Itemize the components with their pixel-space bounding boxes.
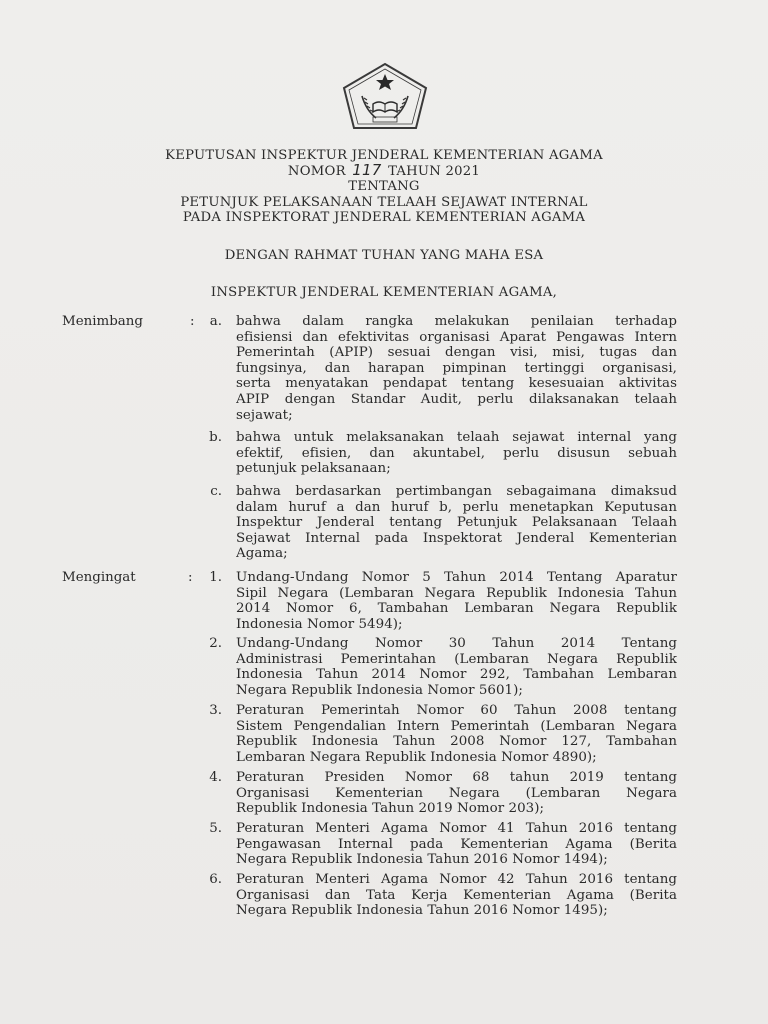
text-line: Administrasi Pemerintahan (Lembaran Negara Republik [236,651,677,667]
text-line: bahwa untuk melaksanakan telaah sejawat internal yang [236,430,677,445]
text-line: efektif, efisien, dan akuntabel, perlu disusun sebuah [236,445,677,461]
text-line: Sipil Negara (Lembaran Negara Republik Indonesia Tahun [236,585,677,601]
authority-line: INSPEKTUR JENDERAL KEMENTERIAN AGAMA, [210,285,558,300]
text-line: Undang-Undang Nomor 30 Tahun 2014 Tentang [236,636,677,651]
text-line: bahwa berdasarkan pertimbangan sebagaimana dimaksud [236,484,677,499]
item-text [236,821,677,868]
text-line: Negara Republik Indonesia Nomor 5601); [236,682,523,698]
text-line: Indonesia Tahun 2014 Nomor 292, Tambahan Lembaran [236,667,677,683]
text-line: Negara Republik Indonesia Tahun 2016 Nomor 1495); [236,903,608,919]
item-marker: 1. [209,570,222,585]
item-text [236,570,677,632]
text-line: Inspektur Jenderal tentang Petunjuk Pelaksanaan Telaah [236,515,677,531]
text-line: Negara Republik Indonesia Tahun 2016 Nomor 1494); [236,852,608,868]
item-marker: a. [209,314,222,329]
text-line: Lembaran Negara Republik Indonesia Nomor 4890); [236,749,597,765]
section-colon: : [190,314,195,329]
text-line: Peraturan Pemerintah Nomor 60 Tahun 2008 tentang [236,703,677,718]
item-marker: 2. [209,636,222,651]
blessing-line: DENGAN RAHMAT TUHAN YANG MAHA ESA [224,248,544,263]
section-label: Mengingat [62,570,136,585]
item-marker: 3. [209,703,222,718]
section-label: Menimbang [62,314,143,329]
text-line: petunjuk pelaksanaan; [236,461,391,477]
nomor-prefix: NOMOR [287,164,346,180]
subject-line: PETUNJUK PELAKSANAAN TELAAH SEJAWAT INTERNAL [180,194,588,210]
text-line: dalam huruf a dan huruf b, perlu menetapkan Keputusan [236,499,677,515]
text-line: efisiensi dan efektivitas organisasi Aparat Pengawas Intern [236,329,677,345]
item-marker: 5. [209,821,222,836]
text-line: 2014 Nomor 6, Tambahan Lembaran Negara Republik [236,601,677,617]
text-line: Indonesia Nomor 5494); [236,616,403,632]
title-line: KEPUTUSAN INSPEKTUR JENDERAL KEMENTERIAN AGAMA [165,148,603,163]
subject-line: PADA INSPEKTORAT JENDERAL KEMENTERIAN AGAMA [182,209,586,225]
text-line: APIP dengan Standar Audit, perlu dilaksanakan telaah [236,391,677,407]
text-line: Republik Indonesia Tahun 2019 Nomor 203); [236,801,545,817]
text-line: serta menyatakan pendapat tentang kesesuaian aktivitas [236,376,677,392]
decree-title [0,148,768,225]
item-text [236,770,677,817]
text-line: Peraturan Presiden Nomor 68 tahun 2019 tentang [236,770,677,785]
item-text [236,430,677,477]
ministry-emblem-icon [340,62,430,132]
nomor-line [0,163,768,179]
text-line: Agama; [236,546,288,562]
item-marker: 6. [209,872,222,887]
nomor-handwritten-number: 117 [352,161,382,180]
item-text [236,314,677,423]
item-marker: c. [210,484,222,499]
item-text [236,872,677,919]
text-line: bahwa dalam rangka melakukan penilaian terhadap [236,314,677,329]
text-line: Peraturan Menteri Agama Nomor 42 Tahun 2016 tentang [236,872,677,887]
text-line: Organisasi dan Tata Kerja Kementerian Agama (Berita [236,887,677,903]
text-line: Undang-Undang Nomor 5 Tahun 2014 Tentang Aparatur [236,570,677,585]
item-marker: b. [209,430,222,445]
item-text [236,703,677,765]
item-text [236,484,677,562]
text-line: Sejawat Internal pada Inspektorat Jenderal Kementerian [236,530,677,546]
text-line: Sistem Pengendalian Intern Pemerintah (Lembaran Negara [236,718,677,734]
item-text [236,636,677,698]
text-line: Organisasi Kementerian Negara (Lembaran Negara [236,785,677,801]
item-marker: 4. [209,770,222,785]
text-line: Peraturan Menteri Agama Nomor 41 Tahun 2016 tentang [236,821,677,836]
text-line: Republik Indonesia Tahun 2008 Nomor 127, Tambahan [236,734,677,750]
section-colon: : [188,570,193,585]
text-line: Pengawasan Internal pada Kementerian Agama (Berita [236,836,677,852]
text-line: Pemerintah (APIP) sesuai dengan visi, misi, tugas dan [236,345,677,361]
nomor-suffix: TAHUN 2021 [388,164,481,180]
tentang-line: TENTANG [348,179,420,195]
text-line: fungsinya, dan harapan pimpinan tertinggi organisasi, [236,360,677,376]
text-line: sejawat; [236,407,293,423]
